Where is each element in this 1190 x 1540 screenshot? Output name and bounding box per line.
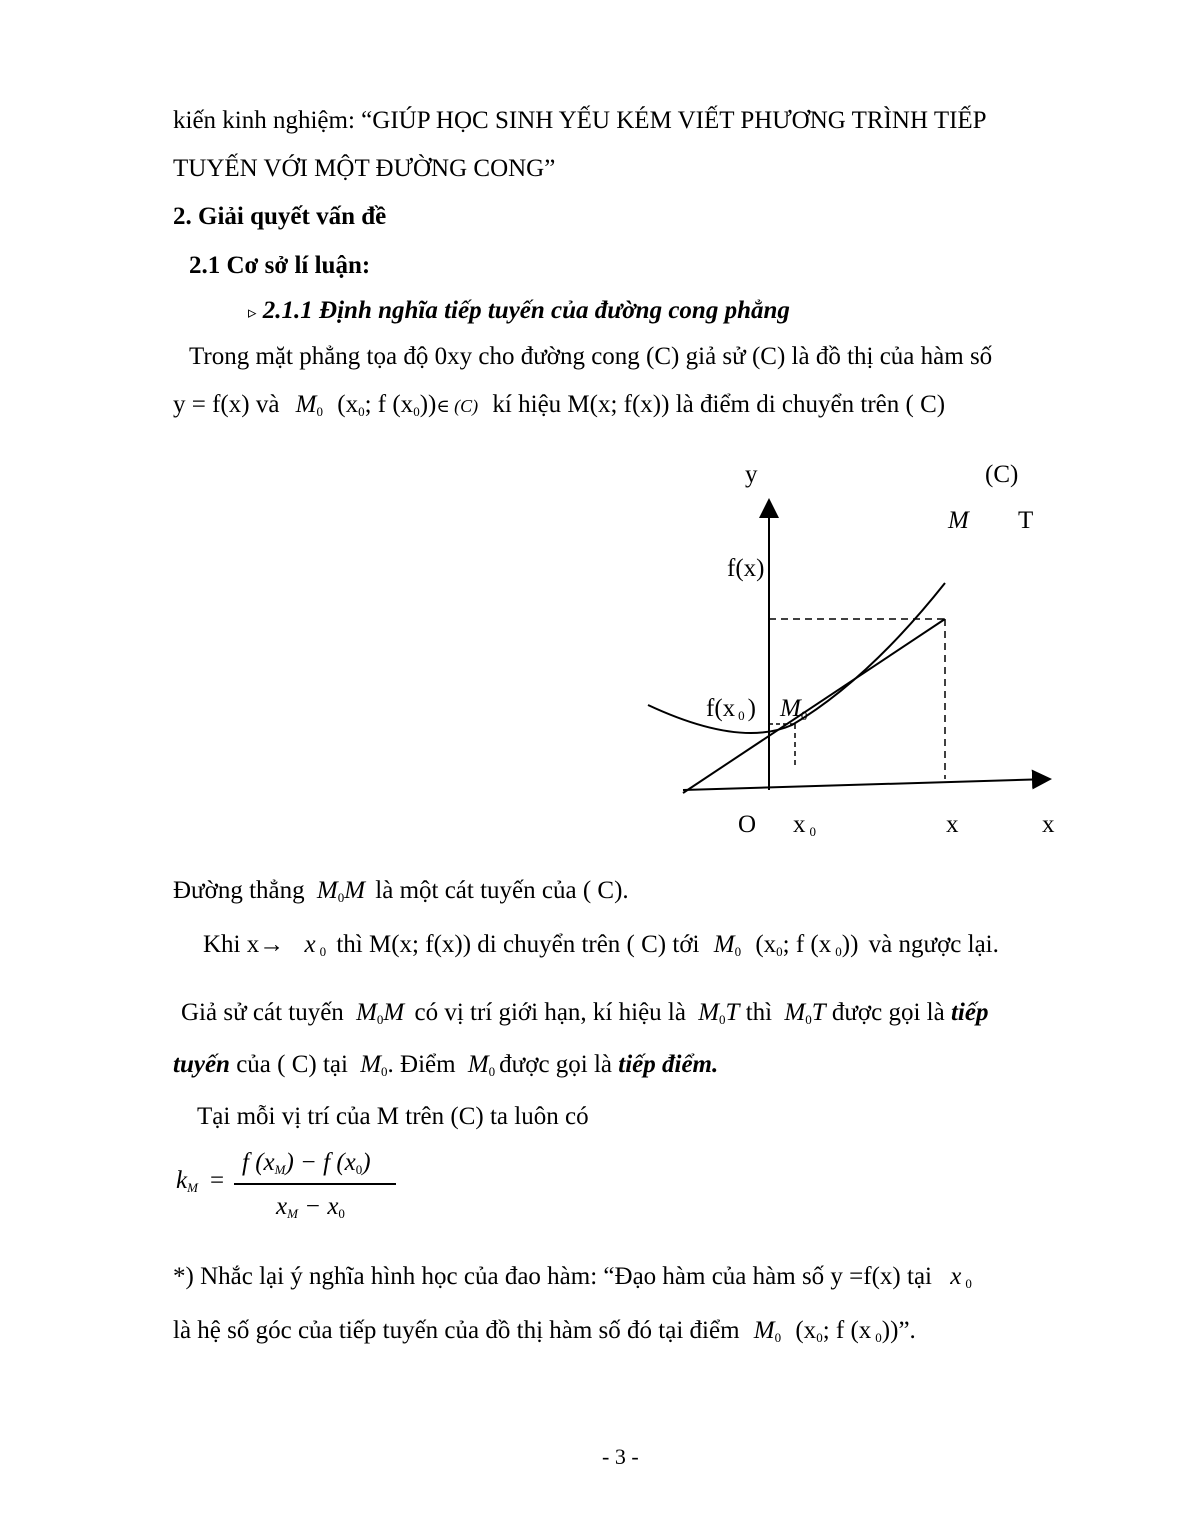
fig-label-M: M: [948, 507, 969, 534]
fig-label-T: T: [1018, 507, 1034, 534]
subsection-heading: 2.1 Cơ sở lí luận:: [189, 252, 371, 279]
secant-M0M: $M_0M$: [316, 877, 366, 905]
each-position-sentence: Tại mỗi vị trí của M trên (C) ta luôn có: [197, 1103, 589, 1130]
paragraph-1-line-2: y = f(x) và $M_0$ ($x_0$; f $(x_0))\in$ (C) kí hiệu M(x; f(x)) là điểm di chuyển trên ( C): [173, 391, 946, 419]
fig-label-C: (C): [985, 461, 1019, 488]
intro-line-1: kiến kinh nghiệm: “GIÚP HỌC SINH YẾU KÉM VIẾT PHƯƠNG TRÌNH TIẾP: [173, 107, 987, 134]
limit-x0: x $_0$: [304, 931, 327, 959]
formula-numerator: f $(x_M) - f$ $(x_0)$: [242, 1149, 371, 1177]
fig-label-y: y: [745, 461, 758, 488]
fraction-bar: [234, 1183, 396, 1185]
point-M0: $M_0$: [295, 391, 323, 419]
x-axis: [683, 779, 1050, 790]
secant-sentence: Đường thẳng $M_0M$ là một cát tuyến của ( C).: [173, 877, 629, 905]
fig-label-fx: f(x): [727, 555, 765, 582]
arrow-icon: →: [259, 931, 285, 958]
in-C-symbol: ∈ (C): [436, 396, 479, 416]
section-heading: 2. Giải quyết vấn đề: [173, 203, 387, 230]
definition-line-2: tuyến của ( C) tại $M_0$. Điểm $M_0$ được gọi là tiếp điểm.: [173, 1051, 719, 1079]
fig-label-x-tick: x: [946, 811, 959, 838]
recall-line-2: là hệ số góc của tiếp tuyến của đồ thị hàm số đó tại điểm $M_0$ ($x_0$; f (x $_0$))”.: [173, 1317, 916, 1345]
intro-line-2: TUYẾN VỚI MỘT ĐƯỜNG CONG”: [173, 155, 556, 182]
fig-label-x-axis: x: [1042, 811, 1055, 838]
formula-denominator: $x_M - x_0$: [276, 1193, 345, 1221]
definition-line-1: Giả sử cát tuyến $M_0M$ có vị trí giới hạn, kí hiệu là $M_0T$ thì $M_0T$ được gọi là tiếp: [181, 999, 989, 1027]
paragraph-1-line-1: Trong mặt phẳng tọa độ 0xy cho đường cong (C) giả sử (C) là đồ thị của hàm số: [189, 343, 993, 370]
fig-label-O: O: [738, 811, 757, 838]
triangle-bullet-icon: ▹: [248, 303, 257, 322]
recall-line-1: *) Nhắc lại ý nghĩa hình học của đao hàm: “Đạo hàm của hàm số y =f(x) tại x $_0$: [173, 1263, 972, 1291]
limit-M0: $M_0$: [713, 931, 742, 959]
point-M0-coords: ($x_0$; f $(x_0)$): [337, 391, 437, 419]
fig-label-x0: x $_0$: [793, 811, 816, 839]
fig-label-M0: $M_0$: [780, 695, 808, 723]
slope-formula: $k_M$ = f $(x_M) - f$ $(x_0)$ $x_M - x_0$: [176, 1148, 416, 1228]
fig-label-fx0: f(x $_0$ ): [706, 695, 756, 723]
subsubsection-title: 2.1.1 Định nghĩa tiếp tuyến của đường cong phẳng: [262, 297, 790, 324]
limit-sentence: Khi x→ x $_0$ thì M(x; f(x)) di chuyển trên ( C) tới $M_0$ ($x_0$; f (x $_0$)) và ngược lại.: [203, 931, 999, 959]
page-number: - 3 -: [602, 1444, 639, 1469]
